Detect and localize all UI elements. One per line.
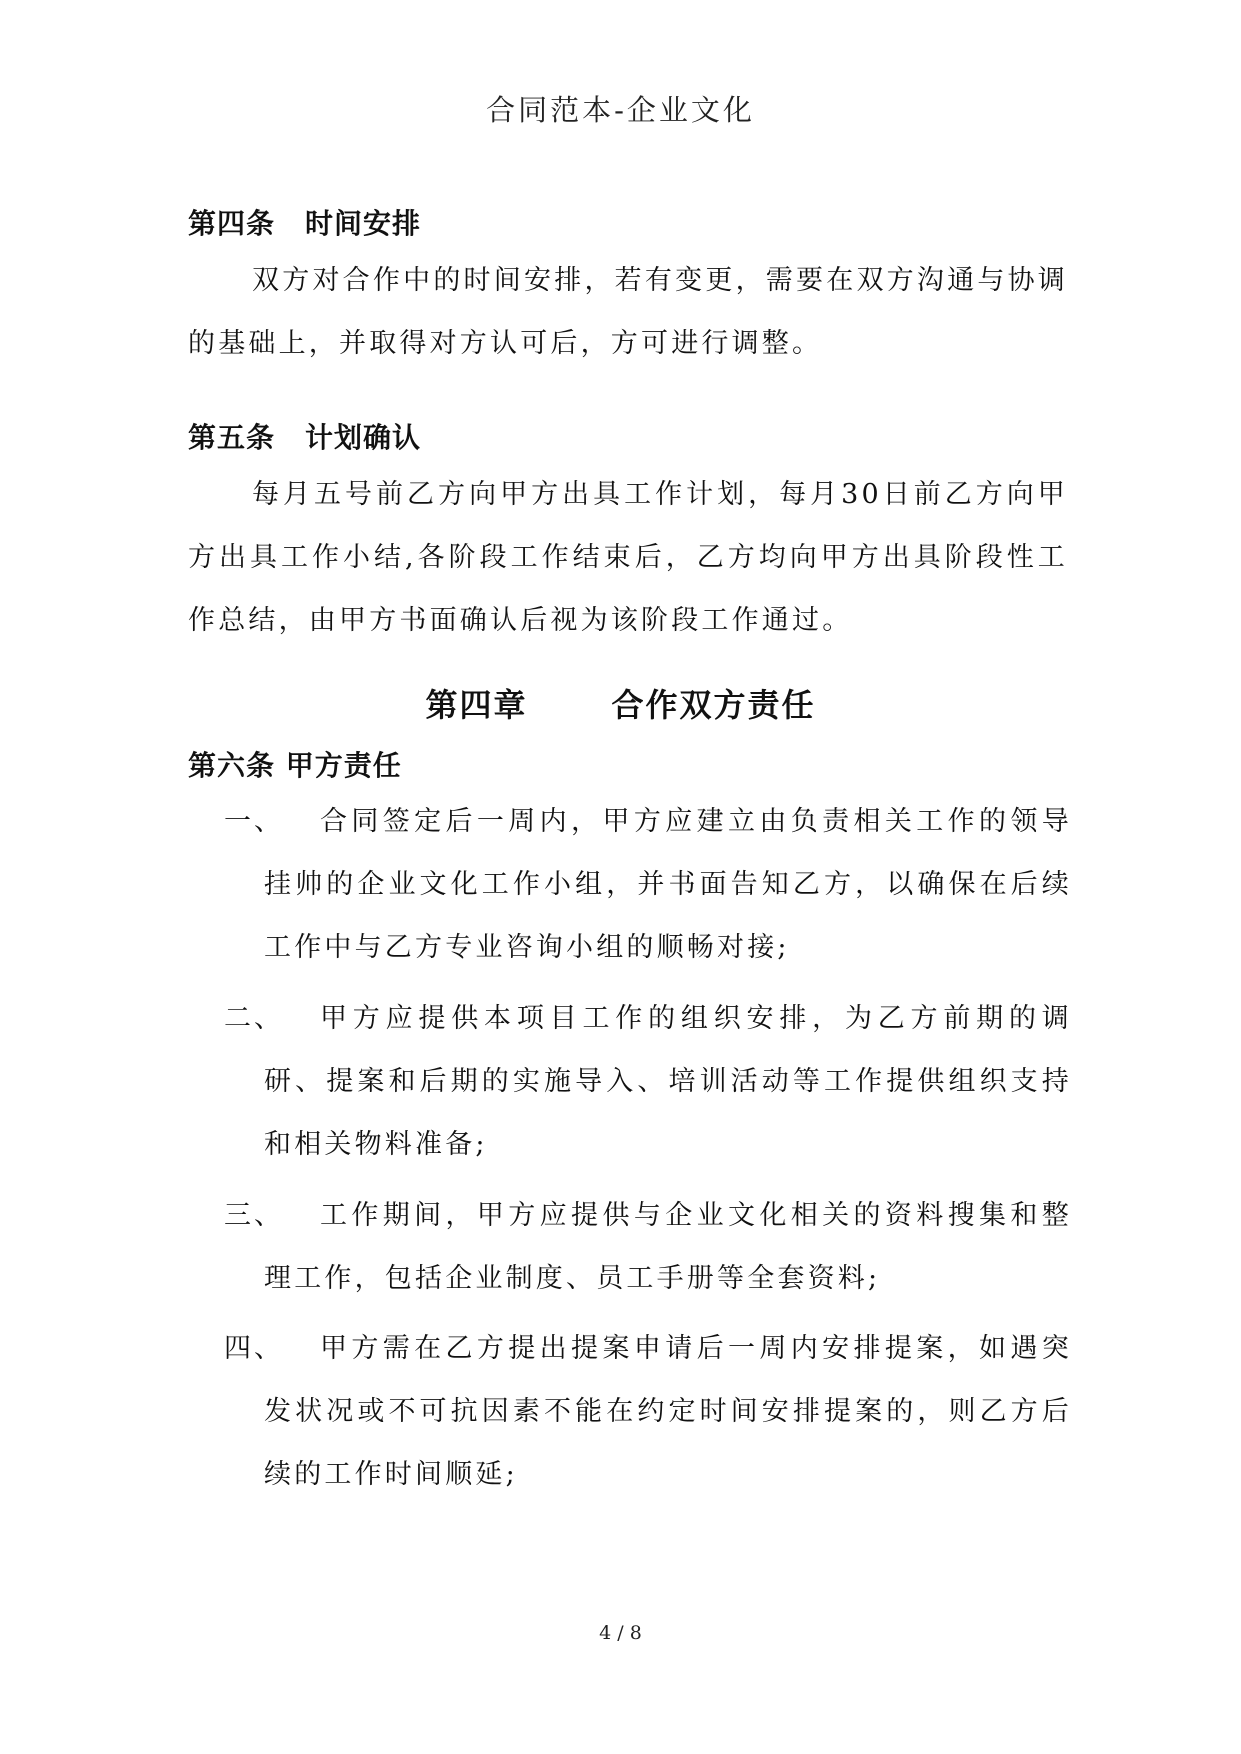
article-5-heading	[188, 416, 421, 456]
article-4-body: 双方对合作中的时间安排，若有变更，需要在双方沟通与协调的基础上，并取得对方认可后，方可进行调整。	[188, 265, 1068, 359]
list-item-marker: 四、	[224, 1333, 284, 1364]
list-item-marker: 一、	[224, 806, 284, 837]
list-item-text: 合同签定后一周内，甲方应建立由负责相关工作的领导挂帅的企业文化工作小组，并书面告知乙方，以确保在后续工作中与乙方专业咨询小组的顺畅对接;	[264, 806, 1072, 963]
list-item	[224, 790, 1072, 979]
article-5-number: 第五条	[188, 421, 276, 454]
list-item-marker: 二、	[224, 1003, 284, 1034]
article-5-title: 计划确认	[305, 421, 422, 454]
list-item-marker: 三、	[224, 1200, 284, 1231]
page-number: 4 / 8	[599, 1622, 642, 1644]
list-item-text: 甲方需在乙方提出提案申请后一周内安排提案，如遇突发状况或不可抗因素不能在约定时间安排提案的，则乙方后续的工作时间顺延;	[264, 1333, 1072, 1490]
list-item	[224, 987, 1072, 1176]
list-item-text: 工作期间，甲方应提供与企业文化相关的资料搜集和整理工作，包括企业制度、员工手册等全套资料;	[264, 1200, 1072, 1294]
article-4-title: 时间安排	[305, 207, 422, 240]
article-4-heading	[188, 202, 421, 242]
list-item-text: 甲方应提供本项目工作的组织安排，为乙方前期的调研、提案和后期的实施导入、培训活动等工作提供组织支持和相关物料准备;	[264, 1003, 1072, 1160]
page-header: 合同范本-企业文化	[486, 93, 755, 127]
article-5-body: 每月五号前乙方向甲方出具工作计划，每月30日前乙方向甲方出具工作小结,各阶段工作结束后，乙方均向甲方出具阶段性工作总结，由甲方书面确认后视为该阶段工作通过。	[188, 479, 1068, 636]
chapter-heading	[0, 680, 1241, 726]
article-6-heading: 第六条 甲方责任	[188, 749, 402, 782]
list-item	[224, 1184, 1072, 1310]
list-item	[224, 1317, 1072, 1506]
article-4-number: 第四条	[188, 207, 276, 240]
chapter-number: 第四章	[425, 686, 528, 724]
chapter-title: 合作双方责任	[611, 686, 816, 724]
